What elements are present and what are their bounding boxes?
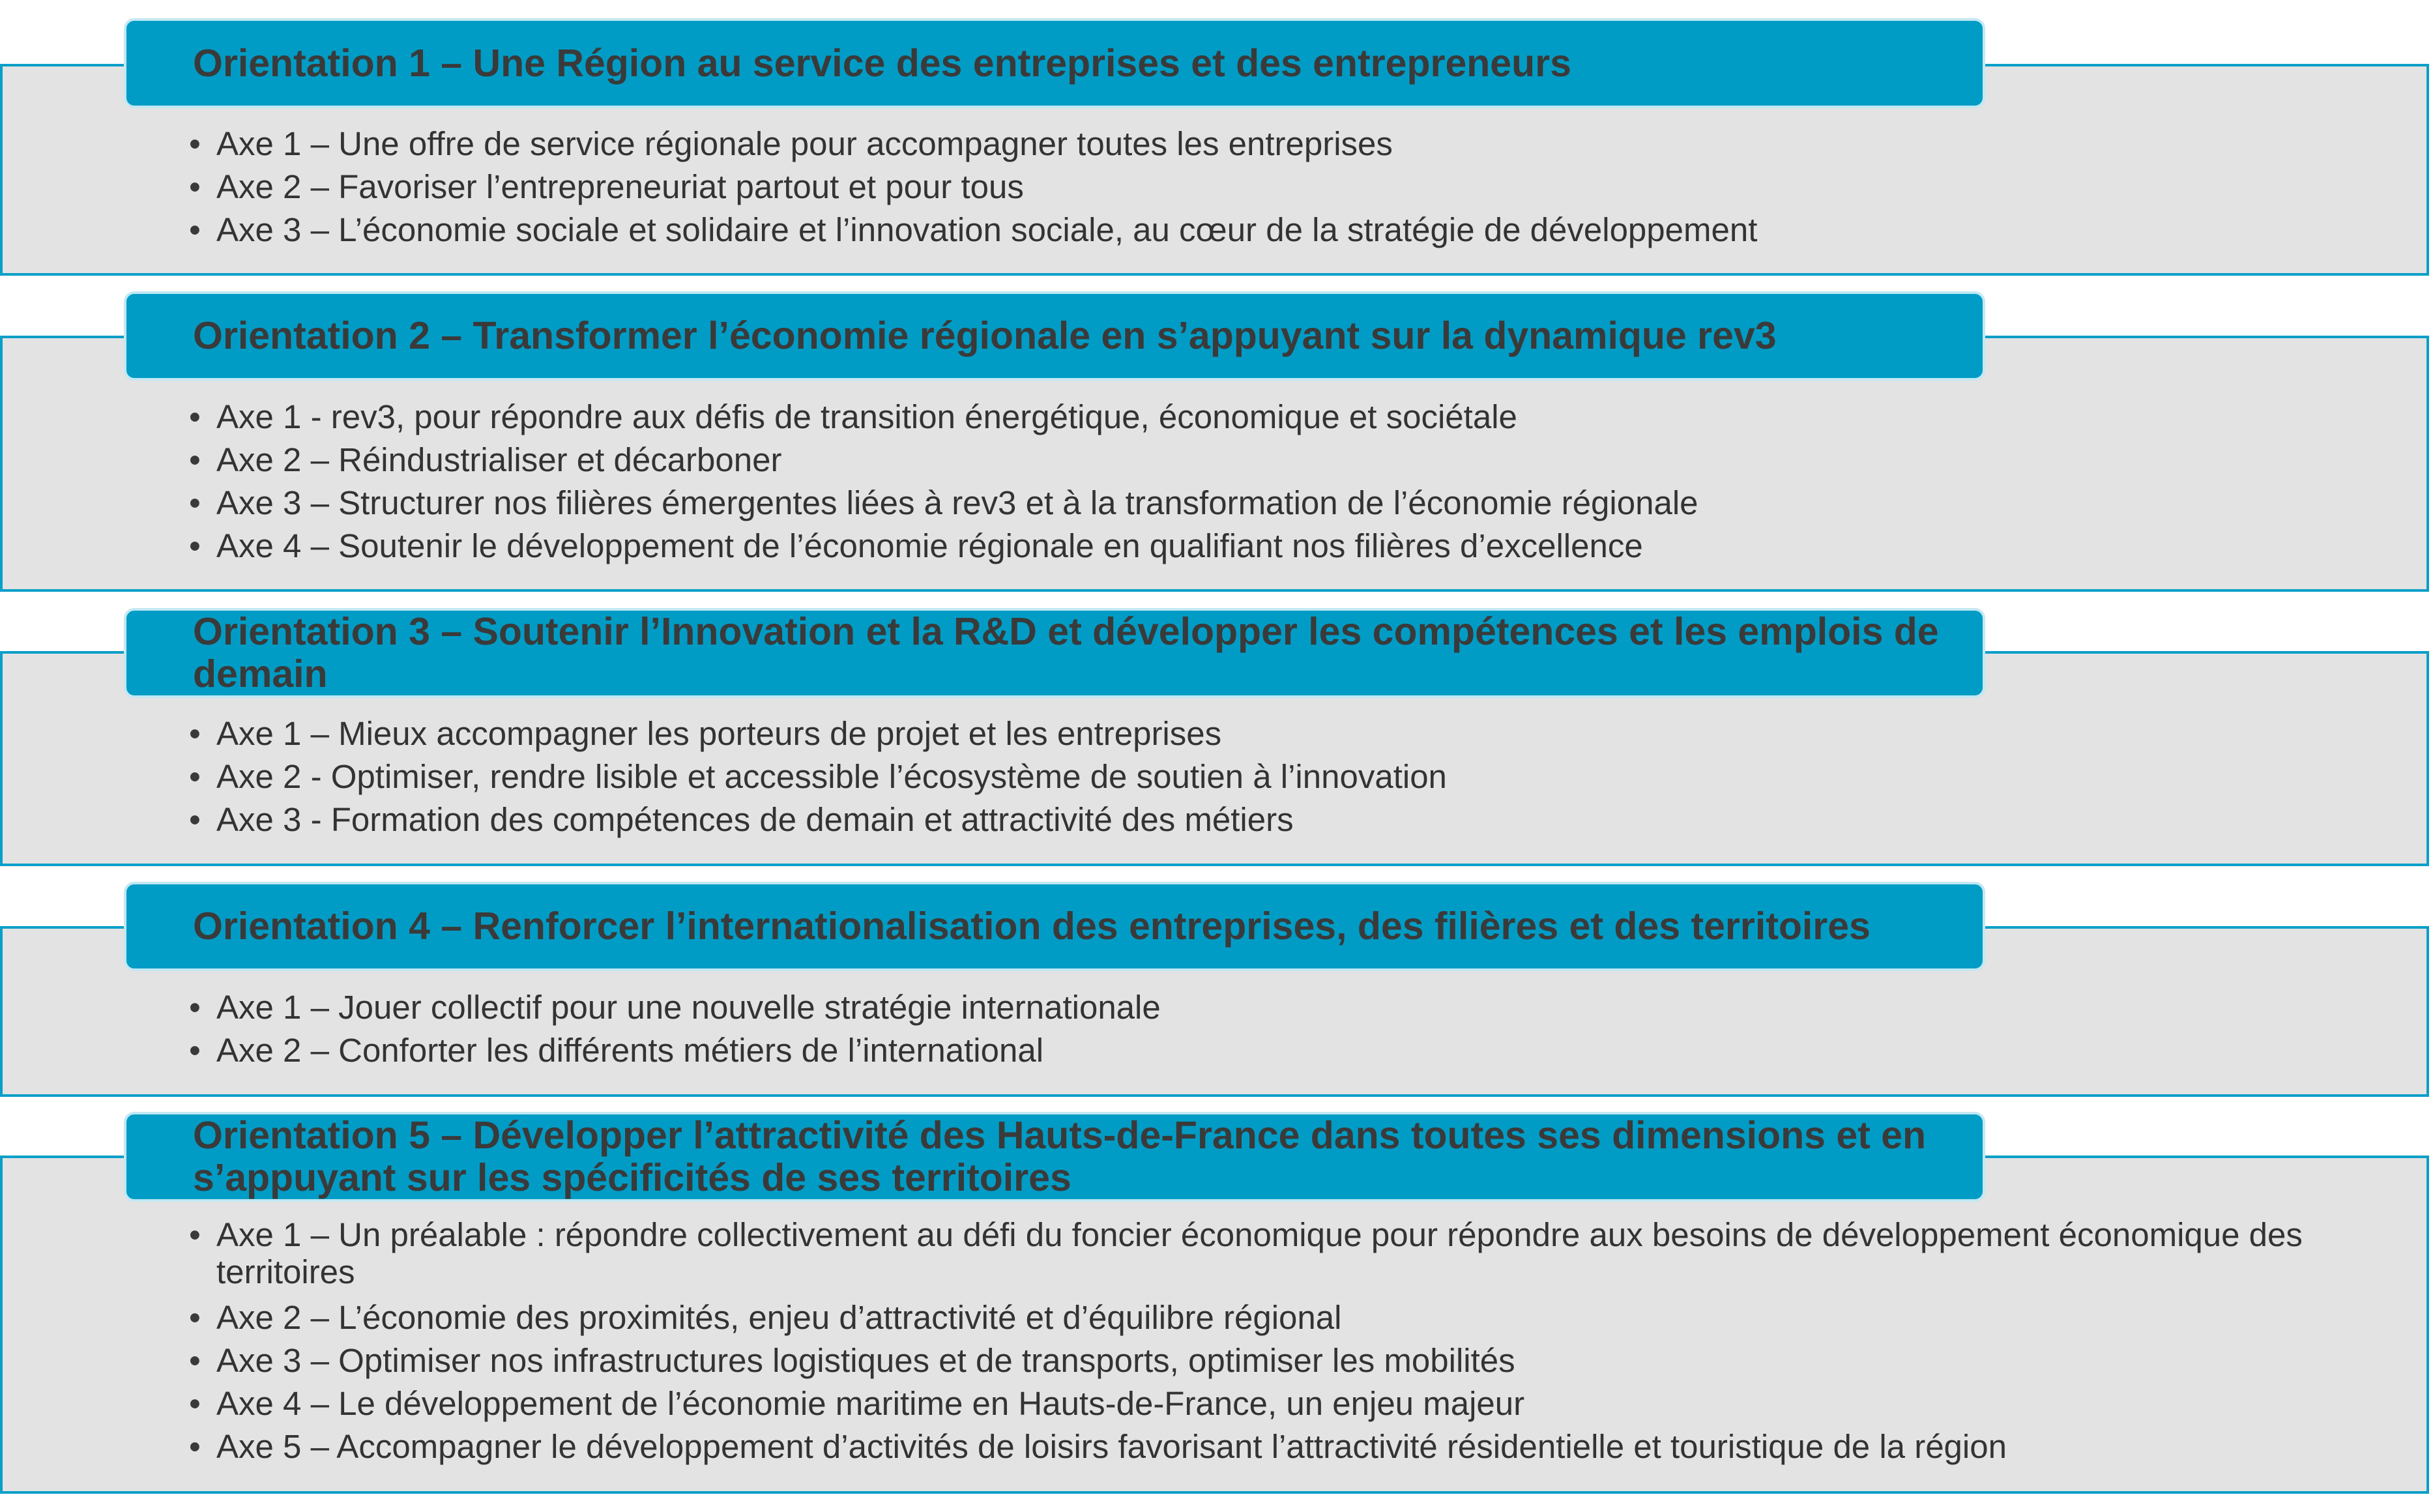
axis-item: • Axe 1 - rev3, pour répondre aux défis de transition énergétique, économique et sociétale (189, 396, 2394, 439)
orientation-header-3 (124, 608, 1985, 698)
axis-item: • Axe 3 – Structurer nos filières émergentes liées à rev3 et à la transformation de l’économie régionale (189, 482, 2394, 525)
axis-list-3 (189, 712, 2394, 841)
axis-item: • Axe 3 - Formation des compétences de demain et attractivité des métiers (189, 798, 2394, 841)
orientation-header-5 (124, 1112, 1985, 1202)
orientation-title-3: Orientation 3 – Soutenir l’Innovation et la R&D et développer les compétences et les emplois de demain (193, 610, 1939, 695)
orientation-block-3 (0, 608, 2433, 869)
axis-list-5 (189, 1216, 2394, 1468)
axis-item: • Axe 1 – Jouer collectif pour une nouvelle stratégie internationale (189, 986, 2394, 1029)
orientation-header-4 (124, 882, 1985, 971)
orientation-header-2 (124, 291, 1985, 381)
orientation-block-4 (0, 882, 2433, 1098)
axis-item: • Axe 1 – Mieux accompagner les porteurs de projet et les entreprises (189, 712, 2394, 755)
axis-item: • Axe 2 – Conforter les différents métiers de l’international (189, 1029, 2394, 1072)
axis-item: • Axe 2 – Favoriser l’entrepreneuriat partout et pour tous (189, 166, 2394, 209)
axis-list-4 (189, 986, 2394, 1072)
orientation-title-5: Orientation 5 – Développer l’attractivité des Hauts-de-France dans toutes ses dimensions et en s’appuyant sur les spécificités de ses territoires (193, 1114, 1927, 1199)
orientation-title-4: Orientation 4 – Renforcer l’internationalisation des entreprises, des filières et des territoires (193, 905, 1871, 948)
axis-item: • Axe 2 – Réindustrialiser et décarboner (189, 439, 2394, 482)
axis-item: • Axe 3 – Optimiser nos infrastructures logistiques et de transports, optimiser les mobilités (189, 1339, 2394, 1382)
axis-list-2 (189, 396, 2394, 568)
orientation-title-1: Orientation 1 – Une Région au service des entreprises et des entrepreneurs (193, 41, 1571, 85)
axis-item: • Axe 1 – Une offre de service régionale pour accompagner toutes les entreprises (189, 123, 2394, 166)
axis-item: • Axe 3 – L’économie sociale et solidaire et l’innovation sociale, au cœur de la stratégie de développement (189, 209, 2394, 252)
axis-list-1 (189, 123, 2394, 252)
orientation-block-2 (0, 291, 2433, 594)
axis-item: • Axe 4 – Soutenir le développement de l’économie régionale en qualifiant nos filières d’excellence (189, 525, 2394, 568)
axis-item: • Axe 2 - Optimiser, rendre lisible et accessible l’écosystème de soutien à l’innovation (189, 755, 2394, 798)
orientation-title-2: Orientation 2 – Transformer l’économie régionale en s’appuyant sur la dynamique rev3 (193, 314, 1777, 357)
axis-item: • Axe 2 – L’économie des proximités, enjeu d’attractivité et d’équilibre régional (189, 1296, 2394, 1339)
axis-item: • Axe 5 – Accompagner le développement d’activités de loisirs favorisant l’attractivité résidentielle et touristique de la région (189, 1425, 2394, 1468)
orientation-block-5 (0, 1112, 2433, 1496)
axis-item: • Axe 4 – Le développement de l’économie maritime en Hauts-de-France, un enjeu majeur (189, 1382, 2394, 1425)
orientation-block-1 (0, 18, 2433, 279)
axis-item: • Axe 1 – Un préalable : répondre collectivement au défi du foncier économique pour répondre aux besoins de développement économique des territoires (189, 1216, 2394, 1296)
orientation-header-1 (124, 18, 1985, 108)
